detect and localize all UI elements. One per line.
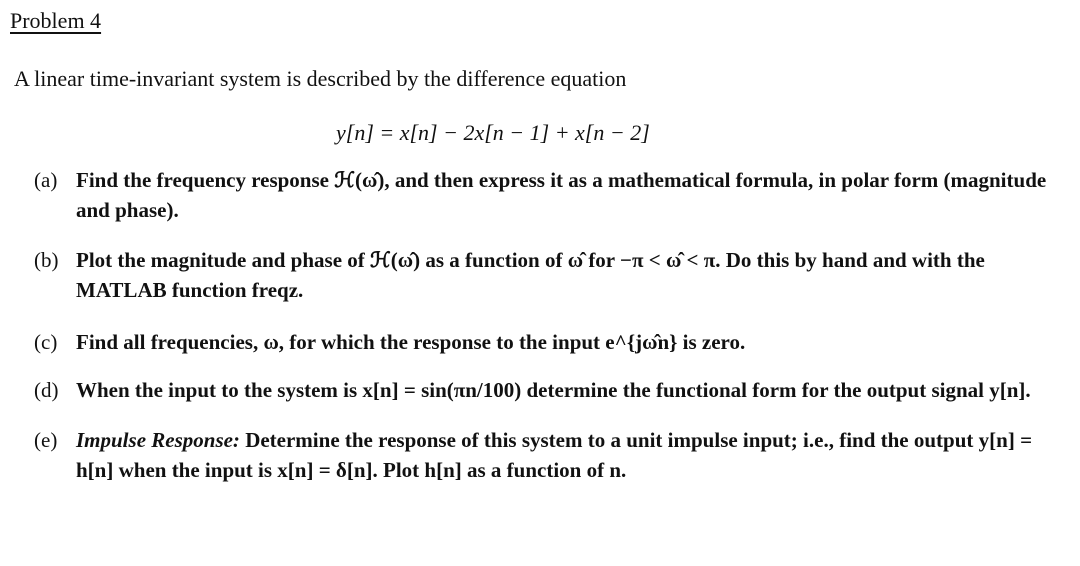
part-label: (d) (34, 378, 59, 402)
part-a (34, 165, 1054, 225)
intro-text: A linear time-invariant system is described by the difference equation (14, 66, 627, 91)
part-text: When the input to the system is x[n] = sin(πn/100) determine the functional form for the output signal y[n]. (76, 378, 1031, 402)
part-label: (a) (34, 168, 58, 192)
part-e (34, 425, 1054, 485)
difference-equation: y[n] = x[n] − 2x[n − 1] + x[n − 2] (336, 120, 650, 145)
part-text: Determine the response of this system to a unit impulse input; i.e., find the output y[n] = h[n] when the input is x[n] = δ[n]. Plot h[n] as a function of n. (76, 428, 1038, 482)
problem-title: Problem 4 (10, 8, 102, 33)
part-text: Plot the magnitude and phase of ℋ(ω̂) as a function of ω̂ for −π < ω̂ < π. Do this by hand and with the MATLAB function freqz. (76, 248, 991, 302)
part-b (34, 245, 1054, 305)
part-lead: Impulse Response: (76, 428, 240, 452)
problem-parts (34, 165, 1054, 485)
part-text: Find the frequency response ℋ(ω̂), and then express it as a mathematical formula, in polar form (magnitude and phase). (76, 168, 1052, 222)
part-d (34, 375, 1054, 405)
part-text-wrapper (76, 425, 1054, 485)
part-label: (c) (34, 330, 58, 354)
part-label: (e) (34, 428, 58, 452)
part-label: (b) (34, 248, 59, 272)
part-c (34, 327, 1054, 357)
part-text: Find all frequencies, ω, for which the response to the input e^{jω̂n} is zero. (76, 330, 746, 354)
